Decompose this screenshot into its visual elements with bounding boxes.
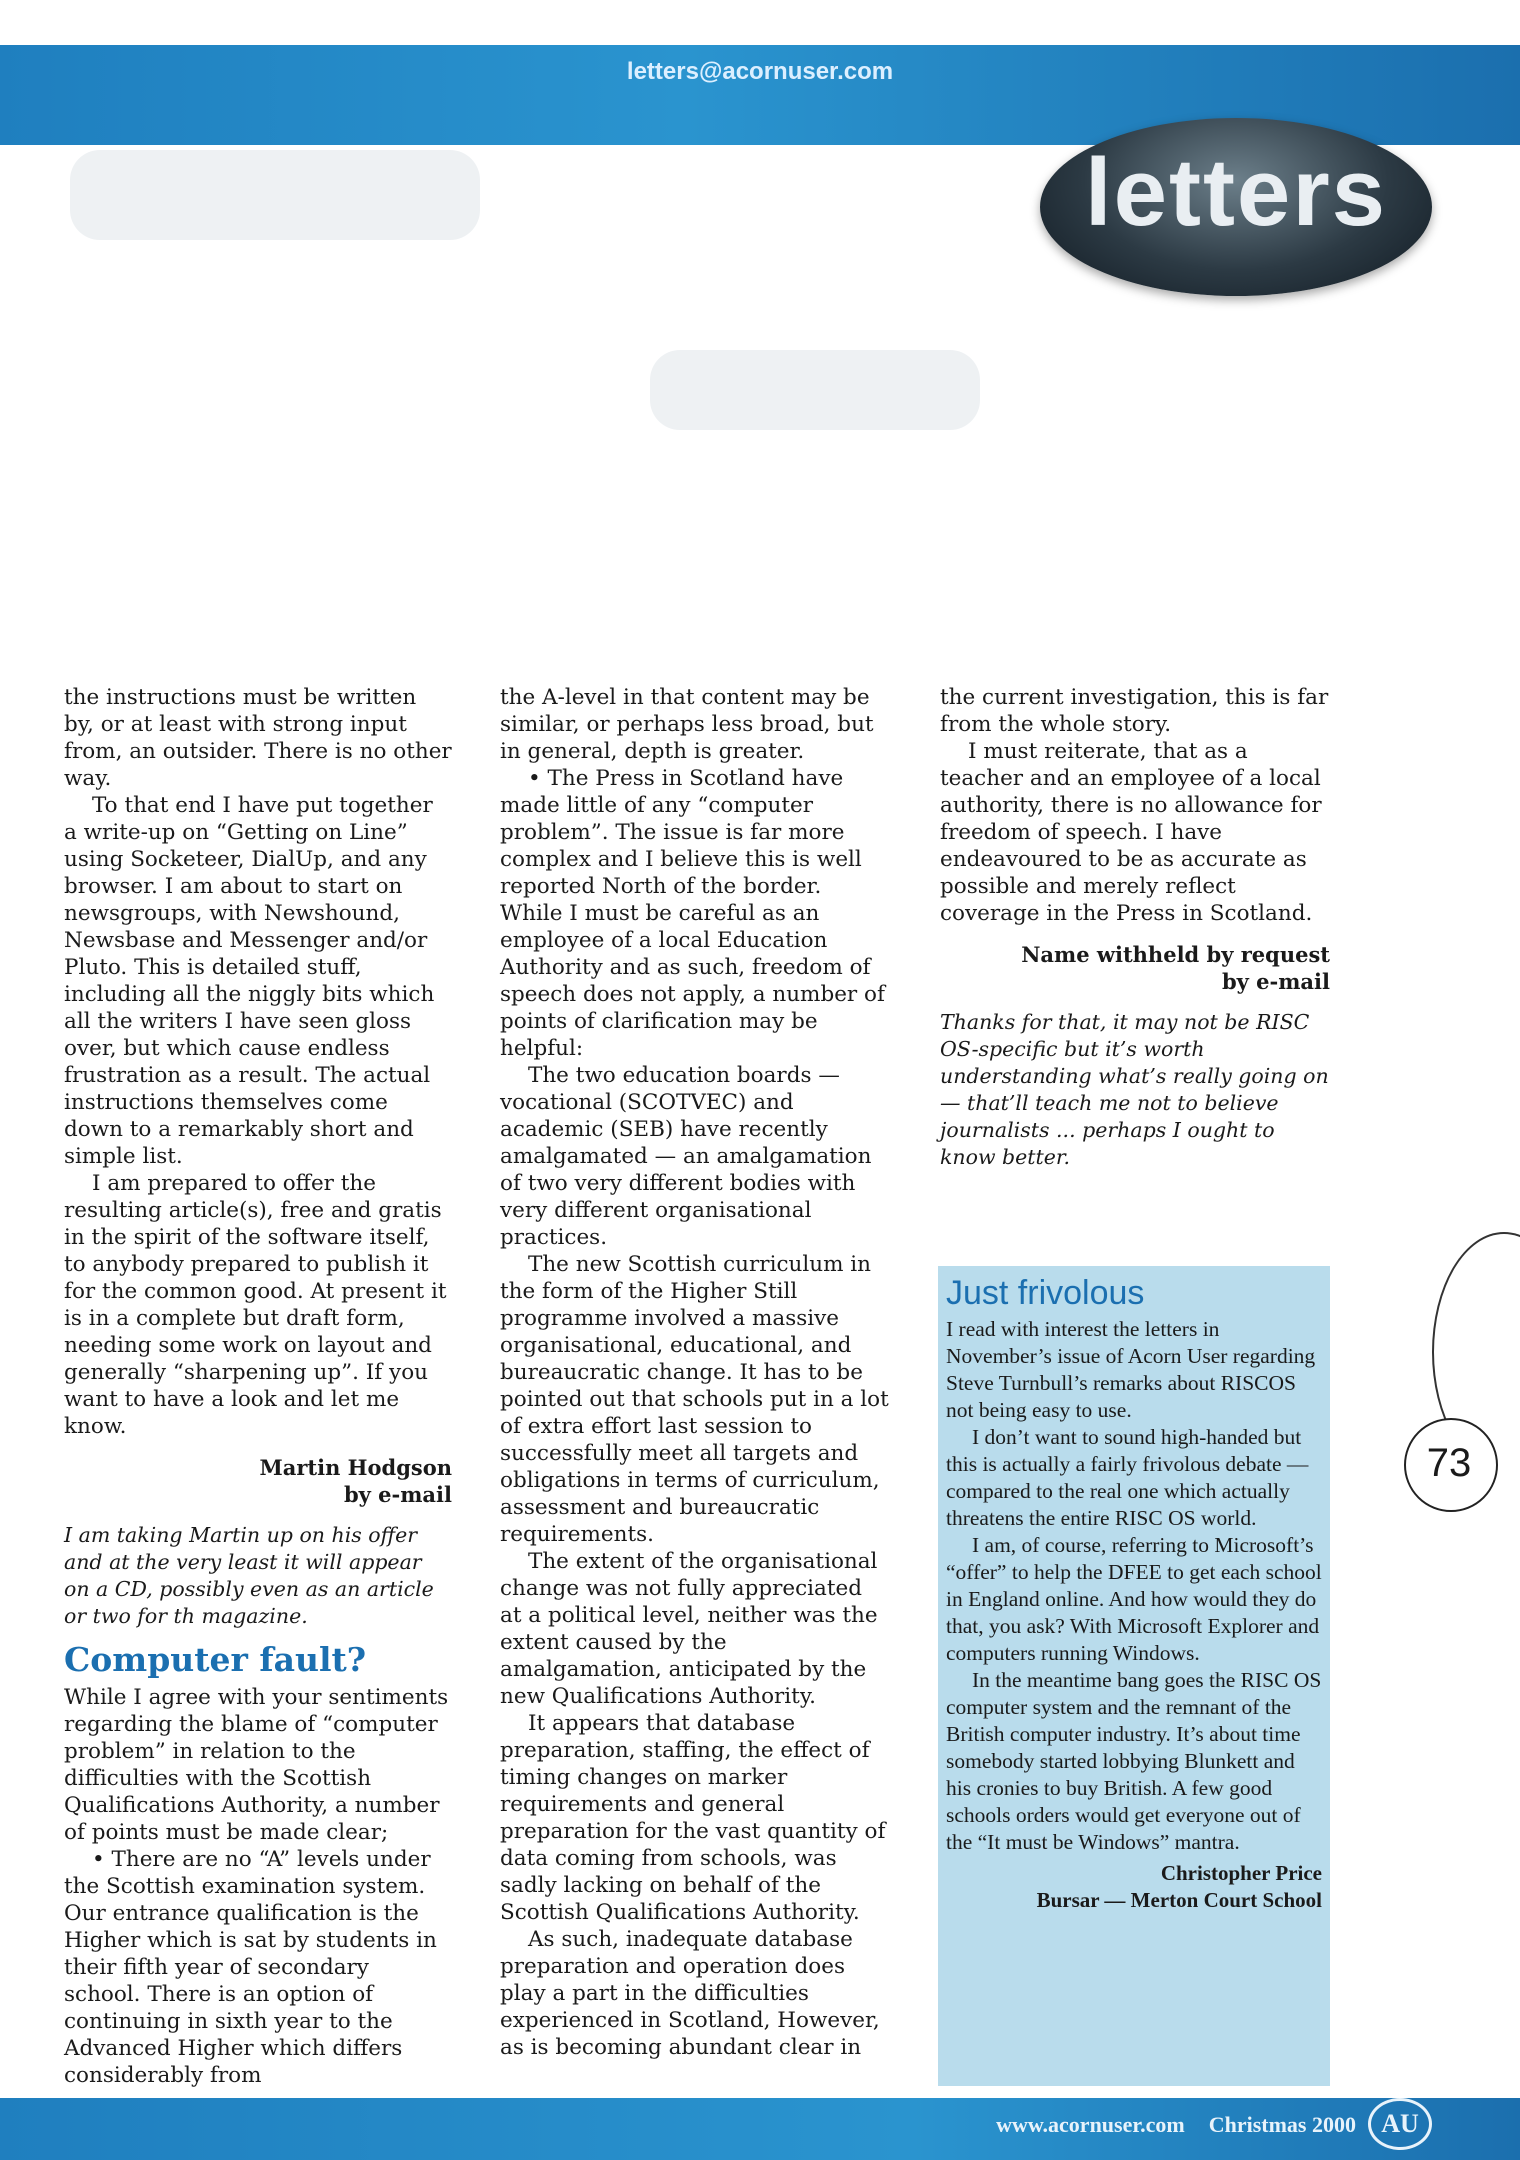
footer-url[interactable]: www.acornuser.com [996, 2112, 1185, 2137]
paragraph: While I agree with your sentiments regarding the blame of “computer problem” in relation to the difficulties with the Scottish Qualifications Authority, a number of points must be made clear; [64, 1685, 449, 1845]
paragraph: I am, of course, referring to Microsoft’s “offer” to help the DFEE to get each school in England online. And how would they do that, you ask? With Microsoft Explorer and computers running Windows. [946, 1533, 1322, 1665]
footer [972, 2112, 1356, 2138]
editor-reply: I am taking Martin up on his offer and at the very least it will appear on a CD, possibly even as an article or two for th magazine. [64, 1523, 434, 1628]
signature-via: by e-mail [1221, 969, 1330, 994]
signature-name: Christopher Price [1160, 1861, 1322, 1885]
paragraph: • The Press in Scotland have made little of any “computer problem”. The issue is far more complex and I believe this is well reported North of the border. While I must be careful as an employee of a local Education Authority and as such, freedom of speech does not apply, a number of points of clarification may be helpful: [500, 766, 885, 1061]
paragraph: To that end I have put together a write-up on “Getting on Line” using Socketeer, DialUp, and any browser. I am about to start on newsgroups, with Newshound, Newsbase and Messenger and/or Pluto. This is detailed stuff, including all the niggly bits which all the writers I have seen gloss over, but which cause endless frustration as a result. The actual instructions themselves come down to a remarkably short and simple list. [64, 793, 435, 1169]
footer-issue: Christmas 2000 [1208, 2112, 1356, 2137]
letter-heading: Computer fault? [64, 1640, 367, 1679]
paragraph: The new Scottish curriculum in the form of the Higher Still programme involved a massive organisational, educational, and bureaucratic change. It has to be pointed out that schools put in a lot of extra effort last session to successfully meet all targets and obligations in terms of curriculum, assessment and bureaucratic requirements. [500, 1252, 889, 1547]
paragraph: In the meantime bang goes the RISC OS computer system and the remnant of the British computer industry. It’s about time somebody started lobbying Blunkett and his cronies to buy British. A few good schools orders would get everyone out of the “It must be Windows” mantra. [946, 1668, 1322, 1854]
column-3 [940, 684, 1330, 1171]
section-badge-label: letters [1084, 139, 1388, 246]
paragraph: I don’t want to sound high-handed but this is actually a fairly frivolous debate — compared to the real one which actually threatens the entire RISC OS world. [946, 1425, 1309, 1530]
paragraph: The two education boards — vocational (SCOTVEC) and academic (SEB) have recently amalgamated — an amalgamation of two very different bodies with very different organisational practices. [500, 1063, 872, 1250]
paragraph: • There are no “A” levels under the Scottish examination system. Our entrance qualification is the Higher which is sat by students in their fifth year of secondary school. There is an option of continuing in sixth year to the Advanced Higher which differs considerably from [64, 1847, 437, 2088]
au-logo-icon: AU [1368, 2098, 1432, 2150]
paragraph: As such, inadequate database preparation and operation does play a part in the difficulties experienced in Scotland, However, as is becoming abundant clear in [500, 1927, 880, 2060]
column-1 [64, 684, 452, 2089]
letter-signature [940, 941, 1330, 995]
paragraph: The extent of the organisational change was not fully appreciated at a political level, neither was the extent caused by the amalgamation, anticipated by the new Qualifications Authority. [500, 1549, 878, 1709]
paragraph: the instructions must be written by, or at least with strong input from, an outsider. There is no other way. [64, 685, 452, 791]
header-email[interactable]: letters@acornuser.com [626, 58, 894, 85]
column-2 [500, 684, 890, 2061]
letter-signature [64, 1454, 452, 1508]
paragraph: It appears that database preparation, staffing, the effect of timing changes on marker requirements and general preparation for the vast quantity of data coming from schools, was sadly lacking on behalf of the Scottish Qualifications Authority. [500, 1711, 886, 1925]
signature-via: by e-mail [343, 1482, 452, 1507]
paragraph: I am prepared to offer the resulting article(s), free and gratis in the spirit of the software itself, to anybody prepared to publish it for the common good. At present it is in a complete but draft form, needing some work on layout and generally “sharpening up”. If you want to have a look and let me know. [64, 1171, 447, 1439]
sidebar-box [938, 1266, 1330, 2086]
signature-name: Martin Hodgson [259, 1455, 452, 1480]
paragraph: the A-level in that content may be similar, or perhaps less broad, but in general, depth is greater. [500, 685, 874, 764]
paragraph: I read with interest the letters in November’s issue of Acorn User regarding Steve Turnbull’s remarks about RISCOS not being easy to use. [946, 1317, 1316, 1422]
signature-name: Name withheld by request [1021, 942, 1330, 967]
sidebar-heading: Just frivolous [946, 1274, 1145, 1312]
editor-reply: Thanks for that, it may not be RISC OS-specific but it’s worth understanding what’s really going on — that’ll teach me not to believe journalists ... perhaps I ought to know better. [940, 1010, 1329, 1169]
letter-signature [946, 1860, 1322, 1914]
signature-title: Bursar — Merton Court School [1036, 1888, 1322, 1912]
show-through-shape [70, 150, 480, 240]
paragraph: the current investigation, this is far from the whole story. [940, 685, 1329, 737]
page-number: 73 [1426, 1441, 1472, 1485]
show-through-shape [650, 350, 980, 430]
paragraph: I must reiterate, that as a teacher and an employee of a local authority, there is no allowance for freedom of speech. I have endeavoured to be as accurate as possible and merely reflect coverage in the Press in Scotland. [940, 739, 1322, 926]
